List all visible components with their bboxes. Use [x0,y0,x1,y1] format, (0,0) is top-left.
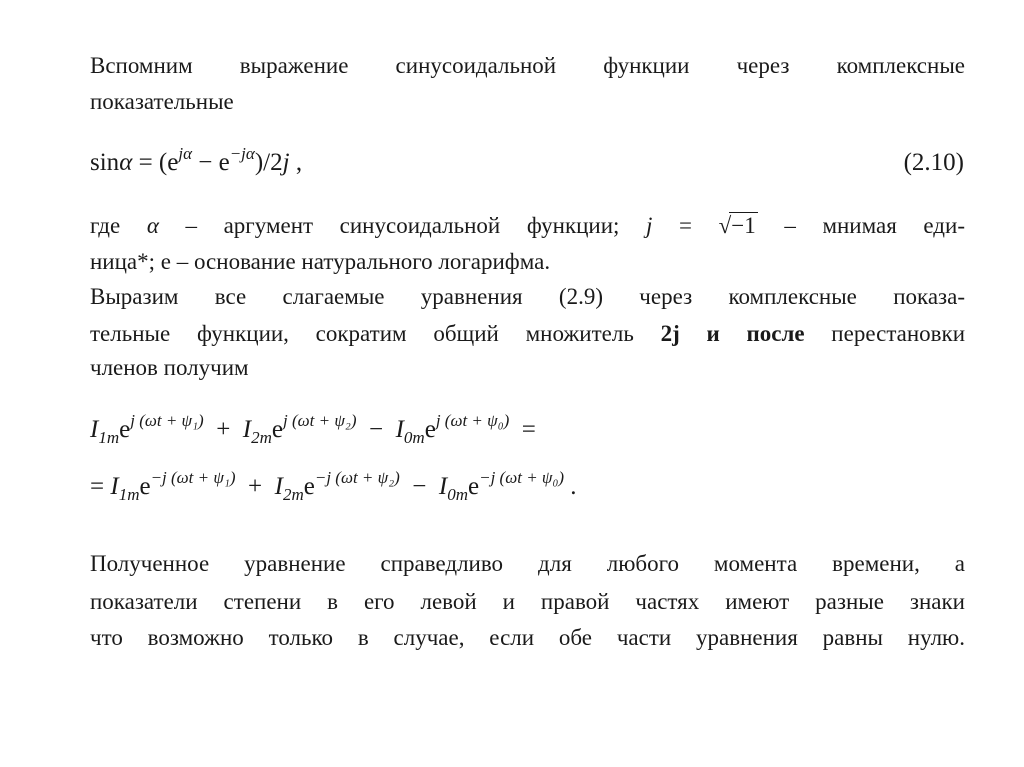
text-fragment: перестановки [804,321,966,346]
paragraph-line: членов получим [90,355,249,380]
exponent: −j (ωt + ψ₀) [479,468,565,487]
exponent: −jα [229,144,255,163]
imaginary-unit: j [646,213,653,238]
subscript: 1m [98,428,120,447]
exponent: −j (ωt + ψ₁) [150,468,236,487]
sin-function: sin [90,149,120,176]
operator: + [235,473,275,500]
subscript: 1m [118,485,140,504]
text-fragment: тельные функции, сократим общий множитель [90,321,661,346]
exp-base: e [119,416,131,443]
exponent: −j (ωt + ψ₂) [314,468,400,487]
alpha-symbol: α [119,149,133,176]
exp-base: e [303,473,315,500]
paragraph-line [90,212,965,240]
equation-row-2 [90,468,577,504]
exp-base: e [424,416,436,443]
current-symbol: I [110,473,119,500]
equation-row-1 [90,411,536,447]
paragraph-line: Полученное уравнение справедливо для любого момента времени, а [90,551,965,576]
operator: − [356,416,396,443]
equation-number: (2.10) [903,149,964,176]
equation-2-10 [90,144,303,178]
equation-text: − e [192,149,230,176]
operator: . [564,473,577,500]
current-symbol: I [438,473,448,500]
text-fragment: – аргумент синусоидальной функции; [158,213,647,238]
text-fragment: 2j и после [660,321,805,346]
paragraph-line: показательные [90,89,234,114]
alpha-symbol: α [146,213,159,238]
sqrt-sign: √ [718,213,732,238]
operator: = [90,473,111,500]
subscript: 0m [447,485,468,504]
exponent: j (ωt + ψ₀) [435,411,510,430]
paragraph-line: Вспомним выражение синусоидальной функции через комплексные [90,53,965,78]
text-fragment: – мнимая еди- [757,213,965,238]
paragraph-line: показатели степени в его левой и правой частях имеют разные знаки [90,589,965,614]
current-symbol: I [242,416,252,443]
exponent: j (ωt + ψ₁) [130,411,204,430]
exp-base: e [468,473,480,500]
current-symbol: I [395,416,404,443]
equation-text: , [289,149,303,176]
equation-text: = (e [132,149,179,176]
operator: = [509,416,536,443]
exponent: jα [178,144,192,163]
text-fragment: = [652,213,719,238]
subscript: 0m [403,428,425,447]
subscript: 2m [251,428,272,447]
exp-base: e [139,473,151,500]
operator: + [203,416,243,443]
subscript: 2m [282,485,304,504]
exp-base: e [271,416,284,443]
current-symbol: I [274,473,283,500]
imaginary-unit: j [282,149,290,176]
paragraph-line: ница*; е – основание натурального логарифма. [90,249,551,274]
text-fragment: где [90,213,147,238]
equation-text: )/2 [254,149,283,176]
exponent: j (ωt + ψ₂) [283,411,357,430]
paragraph-line [90,320,965,348]
current-symbol: I [90,416,99,443]
sqrt-argument: −1 [731,213,756,238]
paragraph-line: Выразим все слагаемые уравнения (2.9) через комплексные показа- [90,284,965,309]
operator: − [399,473,439,500]
paragraph-line: что возможно только в случае, если обе части уравнения равны нулю. [90,625,965,650]
